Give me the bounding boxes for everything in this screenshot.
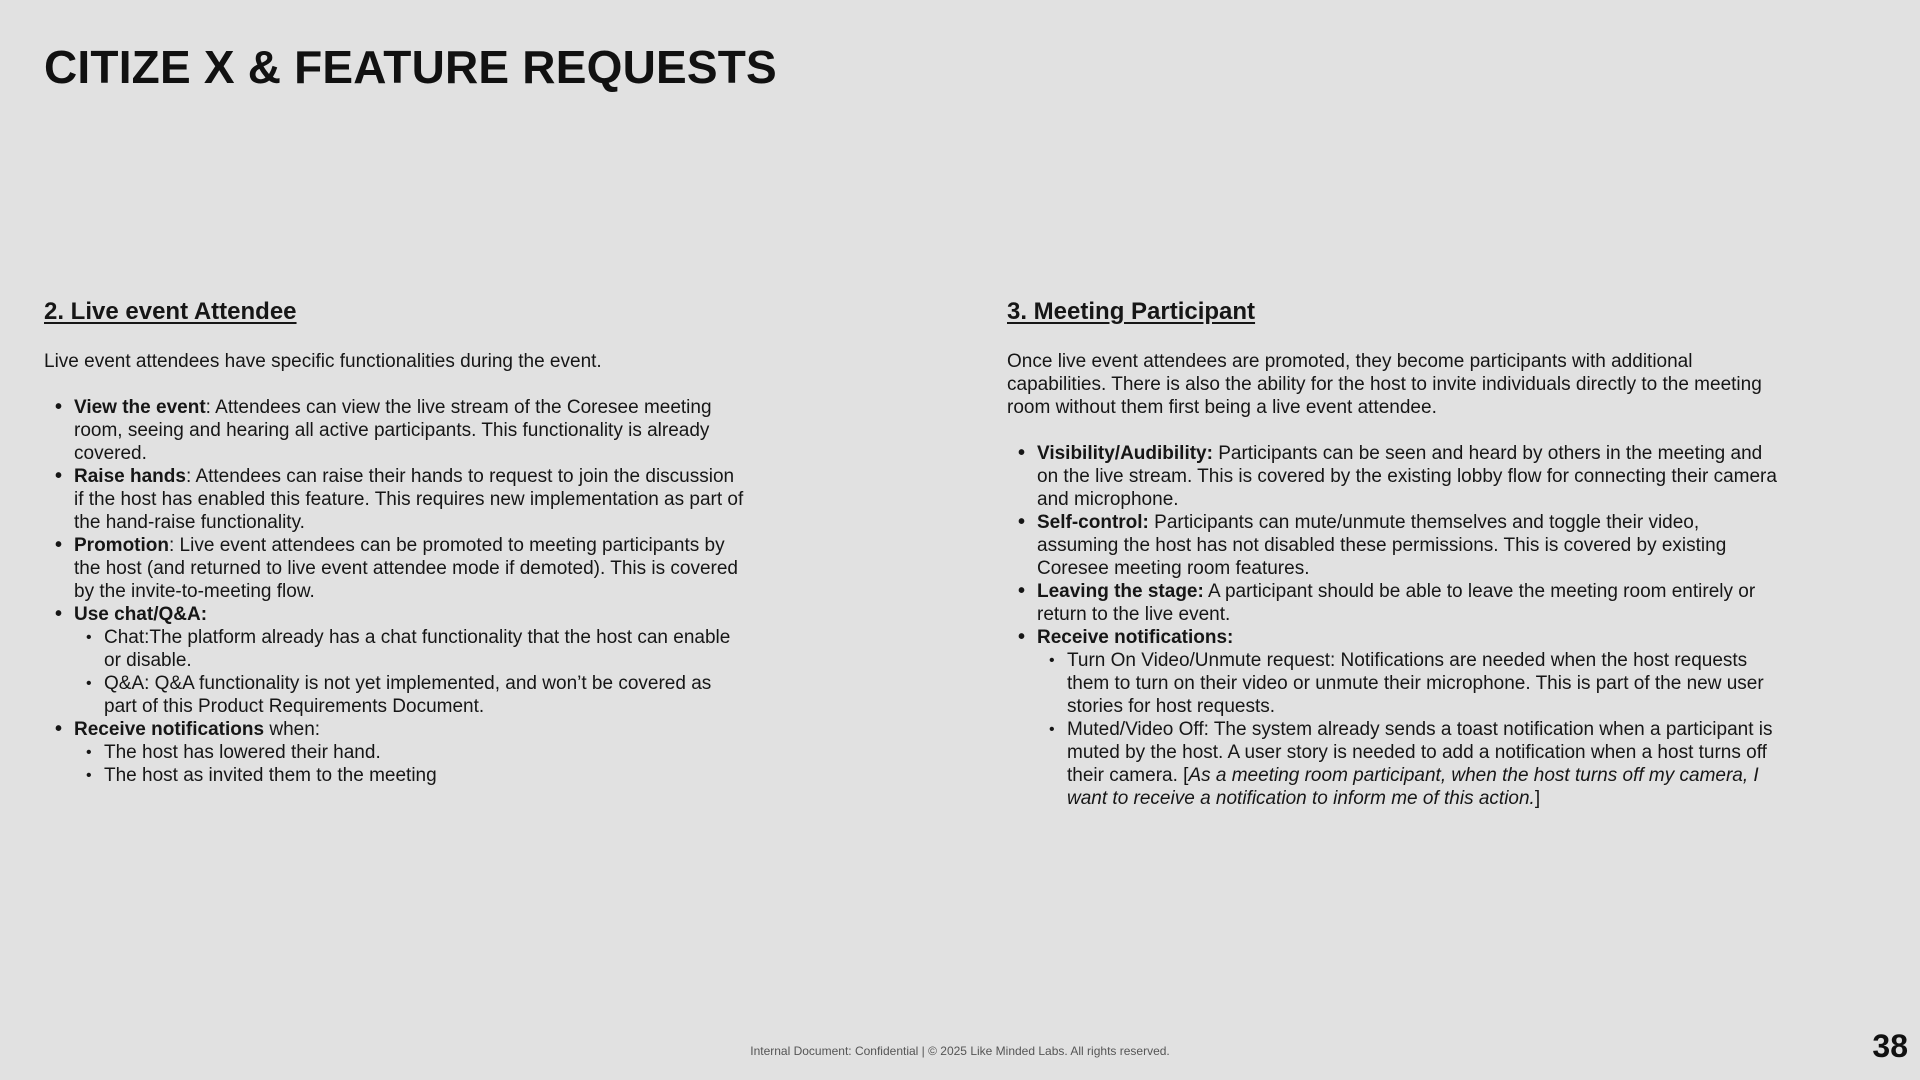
page-title: CITIZE X & FEATURE REQUESTS (44, 41, 777, 93)
list-item: • Leaving the stage: A participant should be able to leave the meeting room entirely or return to the live event. (1037, 580, 1777, 626)
meeting-participant-section (1007, 298, 1777, 810)
list-item: • View the event: Attendees can view the live stream of the Coresee meeting room, seeing and hearing all active participants. This functionality is already covered. (74, 396, 744, 465)
section-intro: Once live event attendees are promoted, they become participants with additional capabilities. There is also the ability for the host to invite individuals directly to the meeting room without them first being a live event attendee. (1007, 351, 1762, 418)
footer-confidentiality-note: Internal Document: Confidential | © 2025 Like Minded Labs. All rights reserved. (750, 1044, 1170, 1058)
list-item: • Use chat/Q&A: • Chat:The platform already has a chat functionality that the host can enable or disable. • Q&A: Q&A functionality is not yet implemented, and won’t be covered as part of this Product Requirements Document. (74, 603, 744, 718)
feature-list (1007, 442, 1777, 810)
section-heading: 3. Meeting Participant (1007, 298, 1256, 325)
feature-list (44, 396, 744, 787)
list-item: • Promotion: Live event attendees can be promoted to meeting participants by the host (and returned to live event attendee mode if demoted). This is covered by the invite-to-meeting flow. (74, 534, 744, 603)
sub-list-item: • The host has lowered their hand. (104, 741, 744, 764)
sub-list (1037, 649, 1777, 810)
sub-list (74, 741, 744, 787)
list-item: • Visibility/Audibility: Participants can be seen and heard by others in the meeting and on the live stream. This is covered by the existing lobby flow for connecting their camera and microphone. (1037, 442, 1777, 511)
sub-list-item: • Turn On Video/Unmute request: Notifications are needed when the host requests them to turn on their video or unmute their microphone. This is part of the new user stories for host requests. (1067, 649, 1777, 718)
sub-list-item: • Q&A: Q&A functionality is not yet implemented, and won’t be covered as part of this Product Requirements Document. (104, 672, 744, 718)
list-item: • Self-control: Participants can mute/unmute themselves and toggle their video, assuming the host has not disabled these permissions. This is covered by existing Coresee meeting room features. (1037, 511, 1777, 580)
section-heading: 2. Live event Attendee (44, 298, 297, 325)
list-item: • Receive notifications when: • The host has lowered their hand. • The host as invited them to the meeting (74, 718, 744, 787)
sub-list-item: • Chat:The platform already has a chat functionality that the host can enable or disable. (104, 626, 744, 672)
section-intro: Live event attendees have specific functionalities during the event. (44, 351, 602, 372)
page-number: 38 (1872, 1028, 1908, 1064)
live-event-attendee-section (44, 298, 744, 787)
sub-list-item: • Muted/Video Off: The system already sends a toast notification when a participant is muted by the host. A user story is needed to add a notification when a host turns off their camera. [As a meeting room participant, when the host turns off my camera, I want to receive a notification to inform me of this action.] (1067, 718, 1777, 810)
list-item: • Receive notifications: • Turn On Video/Unmute request: Notifications are needed when the host requests them to turn on their video or unmute their microphone. This is part of the new user stories for host requests. • Muted/Video Off: The system already sends a toast notification when a participant is muted by the host. A user story is needed to add a notification when a host turns off their camera. [As a meeting room participant, when the host turns off my camera, I want to receive a notification to inform me of this action.] (1037, 626, 1777, 810)
sub-list (74, 626, 744, 718)
sub-list-item: • The host as invited them to the meeting (104, 764, 744, 787)
list-item: • Raise hands: Attendees can raise their hands to request to join the discussion if the host has enabled this feature. This requires new implementation as part of the hand-raise functionality. (74, 465, 744, 534)
